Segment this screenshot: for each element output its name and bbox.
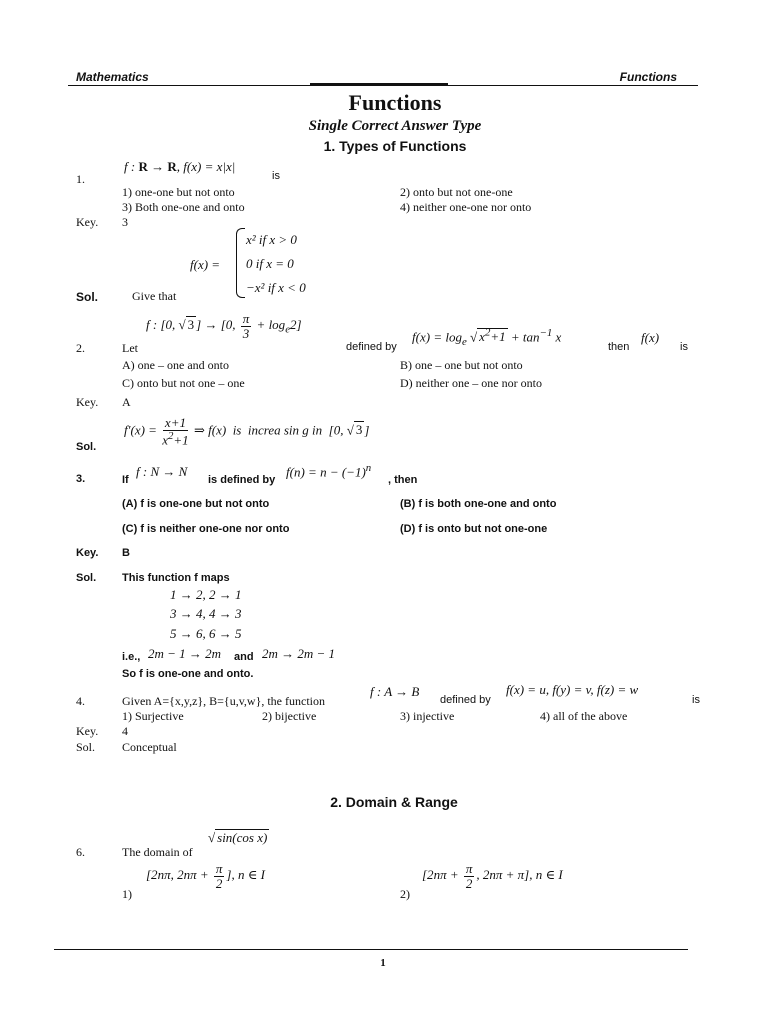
q3-key-value: B [122,547,130,559]
q4-definition: f(x) = u, f(y) = v, f(z) = w [506,682,639,697]
q6-expression: √ sin(cos x) [208,830,268,845]
q1-option-4: 4) neither one-one nor onto [400,200,532,214]
q2-is: is [680,341,688,353]
q1-sol-fx: f(x) = [190,257,221,272]
q4-option-1: 1) Surjective [122,709,184,723]
q2-option-c: C) onto but not one – one [122,376,245,390]
q1-case-2: 0 if x = 0 [246,256,294,271]
q2-sol-label: Sol. [76,441,97,453]
q1-number: 1. [76,172,85,186]
q1-stem: f : R → R, f(x) = x|x| [124,159,236,174]
q3-conclusion: So f is one-one and onto. [122,668,254,680]
q2-defined-by: defined by [346,341,397,353]
q3-defined-by: is defined by [208,474,276,486]
page-subtitle: Single Correct Answer Type [308,118,482,134]
q2-map: f : [0, √ 3 ] → [0, $\frac{\pi}{3}$ + $\log_e2$] [146,311,302,341]
q2-number: 2. [76,341,85,355]
q4-option-2: 2) bijective [262,709,317,723]
q3-definition: $f(n) = n - (-1)^n$ [286,462,372,480]
q3-ie-a: 2m − 1 → 2m [148,646,222,661]
q6-option-2: [2nπ + $\frac{\pi}{2}$ , 2nπ + π], n ∈ I [422,861,563,891]
q2-fx: f(x) [641,330,660,345]
q3-sol-intro: This function f maps [122,572,230,584]
q2-let: Let [122,341,138,355]
section-heading-domain: 2. Domain & Range [330,794,458,810]
q6-number: 6. [76,845,85,859]
q3-map-row-3: 5 → 6, 6 → 5 [170,626,242,641]
q3-sol-label: Sol. [76,572,97,584]
q2-key-label: Key. [76,395,99,409]
q2-definition: $f(x) = \log_e$ √ $x^2+1 + \tan^{-1} x$ [412,327,562,348]
q4-key-value: 4 [122,724,128,738]
q4-number: 4. [76,694,85,708]
q4-sol-text: Conceptual [122,740,177,754]
q6-option-2-label: 2) [400,887,410,901]
q3-then: , then [388,474,418,486]
q1-option-1: 1) one-one but not onto [122,185,235,199]
q6-stem: The domain of [122,845,193,859]
q6-option-1-label: 1) [122,887,132,901]
q2-then: then [608,341,630,353]
q4-map: f : A → B [370,684,420,699]
q2-option-b: B) one – one but not onto [400,358,523,372]
q4-defined-by: defined by [440,694,491,706]
q1-key-value: 3 [122,215,128,229]
page-number: 1 [380,957,386,969]
q3-and: and [234,651,254,663]
q4-sol-label: Sol. [76,740,96,754]
q3-number: 3. [76,473,86,485]
q1-key-label: Key. [76,215,99,229]
page-title: Functions [348,90,442,115]
q3-option-d: (D) f is onto but not one-one [400,523,548,535]
q1-suffix: is [272,170,280,182]
q3-map-row-1: 1 → 2, 2 → 1 [170,587,242,602]
section-heading-types: 1. Types of Functions [323,138,467,154]
q3-key-label: Key. [76,547,99,559]
q3-ie-b: 2m → 2m − 1 [262,646,336,661]
q4-option-3: 3) injective [400,709,455,723]
q2-solution: f′(x) = $\frac{x+1}{x^2+1}$ ⇒ f(x) is increa sin g in [0, √ 3 ] [124,415,370,447]
q1-option-3: 3) Both one-one and onto [122,200,245,214]
q6-option-1: [2nπ, 2nπ + $\frac{\pi}{2}$ ], n ∈ I [146,861,265,891]
q3-map-row-2: 3 → 4, 4 → 3 [170,606,242,621]
q2-option-d: D) neither one – one nor onto [400,376,542,390]
q3-option-c: (C) f is neither one-one nor onto [122,523,290,535]
q1-sol-label: Sol. [76,290,99,304]
q3-option-b: (B) f is both one-one and onto [400,498,557,510]
q1-option-2: 2) onto but not one-one [400,185,513,199]
q4-key-label: Key. [76,724,99,738]
q2-option-a: A) one – one and onto [122,358,229,372]
q4-is: is [692,694,700,706]
q1-cases-brace [236,228,245,298]
q4-option-4: 4) all of the above [540,709,628,723]
q3-option-a: (A) f is one-one but not onto [122,498,270,510]
q1-case-1: x² if x > 0 [246,232,297,247]
footer-rule [54,949,688,950]
q4-stem: Given A={x,y,z}, B={u,v,w}, the function [122,694,325,708]
header-subject: Mathematics [76,70,149,84]
q3-if: If [122,474,129,486]
q3-map: f : N → N [136,464,188,479]
header-rule [68,85,698,86]
q1-case-3: −x² if x < 0 [246,280,306,295]
header-chapter: Functions [619,70,677,84]
q1-sol-text: Give that [132,289,177,303]
header-rule-accent [310,83,448,85]
q3-ie: i.e., [122,651,141,663]
q2-key-value: A [122,395,131,409]
